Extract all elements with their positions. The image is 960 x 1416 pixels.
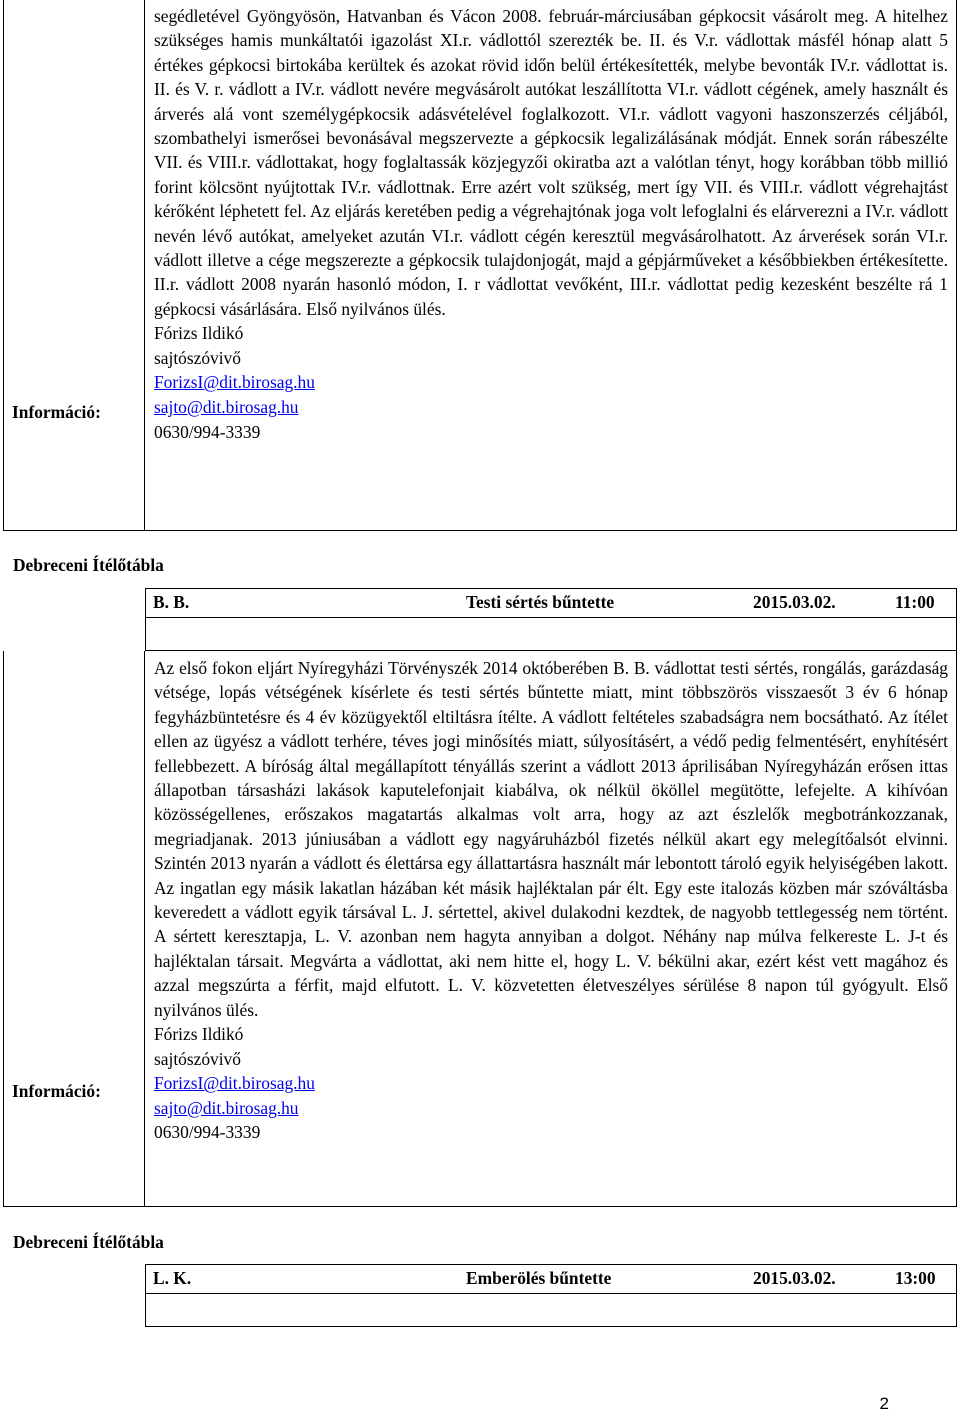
label-column [3,651,145,1206]
case-description: Az első fokon eljárt Nyíregyházi Törvényszék 2014 októberében B. B. vádlottat testi sértés, rongálás, garázdaság vétsége, lopás vétségének kísérlete és testi sértés bűntette miatt, mint többszörös visszaesőt 3 év 6 hónap fegyházbüntetésre és 4 év közügyektől eltiltásra ítélte. A vádlott feltételes szabadságra nem bocsátható. Az ítélet ellen az ügyész a vádlott terhére, téves jogi minősítés miatt, súlyosításért, a védő pedig felmentésért, enyhítésért fellebbezett. A bíróság által megállapított tényállás szerint a vádlott 2013 áprilisában Nyíregyházán erősen ittas állapotban társasházi lakások kaputelefonjait kiabálva, ok nélkül ököllel megütötte, lefejelte. A kihívóan közösségellenes, erőszakos magatartás alkalmas volt arra, hogy az azt észlelők megbotránkozzanak, megriadjanak. 2013 júniusában a vádlott egy nagyáruházból fizetés nélkül akart egy melegítőalsót elvinni. Szintén 2013 nyarán a vádlott és élettársa egy állattartásra használt már lebontott tároló egyik helyiségében lakott. Az ingatlan egy másik lakatlan házában két másik hajléktalan pár élt. Egy este italozás közben már szóváltásba keveredett a vádlott egyik társával L. J. sértettel, akivel dulakodni kezdtek, de nagyobb tettlegesség nem történt. A sértett keresztapja, L. V. azonban nem hagyta annyiban a dolgot. Néhány nap múlva felkereste L. J-t és hajléktalan társait. Megvárta a vádlottat, aki nem hitte el, hogy L. V. békülni akar, ezért kést vett magához és azzal megszúrta a férfit, majd elfutott. L. V. közvetetten életveszélyes sérülése 8 napon túl gyógyult. Első nyilvános ülés. [154,658,948,1020]
case-header-row [145,1264,957,1294]
hearing-date: 2015.03.02. [753,592,836,612]
contact-block [154,321,948,444]
case-section-2 [3,651,957,1207]
contact-block [154,1022,948,1145]
contact-role: sajtószóvivő [154,1048,241,1069]
contact-phone: 0630/994-3339 [154,1122,261,1143]
content-column [145,651,957,1206]
contact-name: Fórizs Ildikó [154,323,244,344]
contact-name: Fórizs Ildikó [154,1024,244,1045]
case-spacer-row [145,618,957,651]
contact-phone: 0630/994-3339 [154,421,261,442]
contact-role: sajtószóvivő [154,347,241,368]
email-link-2[interactable]: sajto@dit.birosag.hu [154,1097,299,1118]
court-name: Debreceni Ítélőtábla [13,555,164,575]
hearing-time: 11:00 [895,592,935,612]
offense: Testi sértés bűntette [466,592,615,612]
info-label: Információ: [12,402,101,422]
info-label: Információ: [12,1081,101,1101]
offense: Emberölés bűntette [466,1268,612,1288]
case-header-row [145,588,957,618]
content-column [145,0,957,530]
email-link-1[interactable]: ForizsI@dit.birosag.hu [154,372,315,393]
email-link-1[interactable]: ForizsI@dit.birosag.hu [154,1073,315,1094]
defendant-name: B. B. [153,592,190,612]
page-number: 2 [879,1394,889,1413]
case-description: segédletével Gyöngyösön, Hatvanban és Vácon 2008. február-márciusában gépkocsit vásárolt meg. A hitelhez szükséges hamis munkáltatói igazolást XI.r. vádlottól szerezték be. II. és V.r. vádlottak másfél hónap alatt 5 értékes gépkocsi birtokába kerültek és azokat rövid időn belül értékesítették, melybe bevonták IV.r. vádlottat is. II. és V. r. vádlott a IV.r. vádlott nevére megvásárolt autókat leszállította VI.r. vádlott cégének, amely használt és árverés alá vont személygépkocsik adásvételével foglalkozott. VI.r. vádlott vagyoni haszonszerzés céljából, szombathelyi ismerősei bevonásával megszervezte a gépkocsik legalizálásának módját. Ennek során rábeszélte VII. és VIII.r. vádlottakat, hogy foglaltassák közjegyzői okiratba azt a valótlan tényt, hogy korábban több millió forint kölcsönt nyújtottak IV.r. vádlottnak. Erre azért volt szükség, mert így VII. és VIII.r. vádlott végrehajtást kérőként léphetett fel. Az eljárás keretében pedig a végrehajtónak joga volt lefoglalni és elárverezni a IV.r. vádlott nevén lévő autókat, amelyeket azután VI.r. vádlott cégén keresztül megvásárolhatott. Az árverések során VI.r. vádlott illetve a cége megszerezte a gépkocsik tulajdonjogát, majd a gépjárműveket a későbbiekben értékesítette. II.r. vádlott 2008 nyarán hasonló módon, I. r vádlottat vevőként, III.r. vádlottat pedig kezesként beszélte rá 1 gépkocsi vásárlására. Első nyilvános ülés. [154,6,948,319]
court-name: Debreceni Ítélőtábla [13,1232,164,1252]
hearing-time: 13:00 [895,1268,936,1288]
case-spacer-row [145,1294,957,1327]
label-column [3,0,145,530]
email-link-2[interactable]: sajto@dit.birosag.hu [154,397,299,418]
defendant-name: L. K. [153,1268,192,1288]
case-section-1 [3,0,957,531]
hearing-date: 2015.03.02. [753,1268,836,1288]
